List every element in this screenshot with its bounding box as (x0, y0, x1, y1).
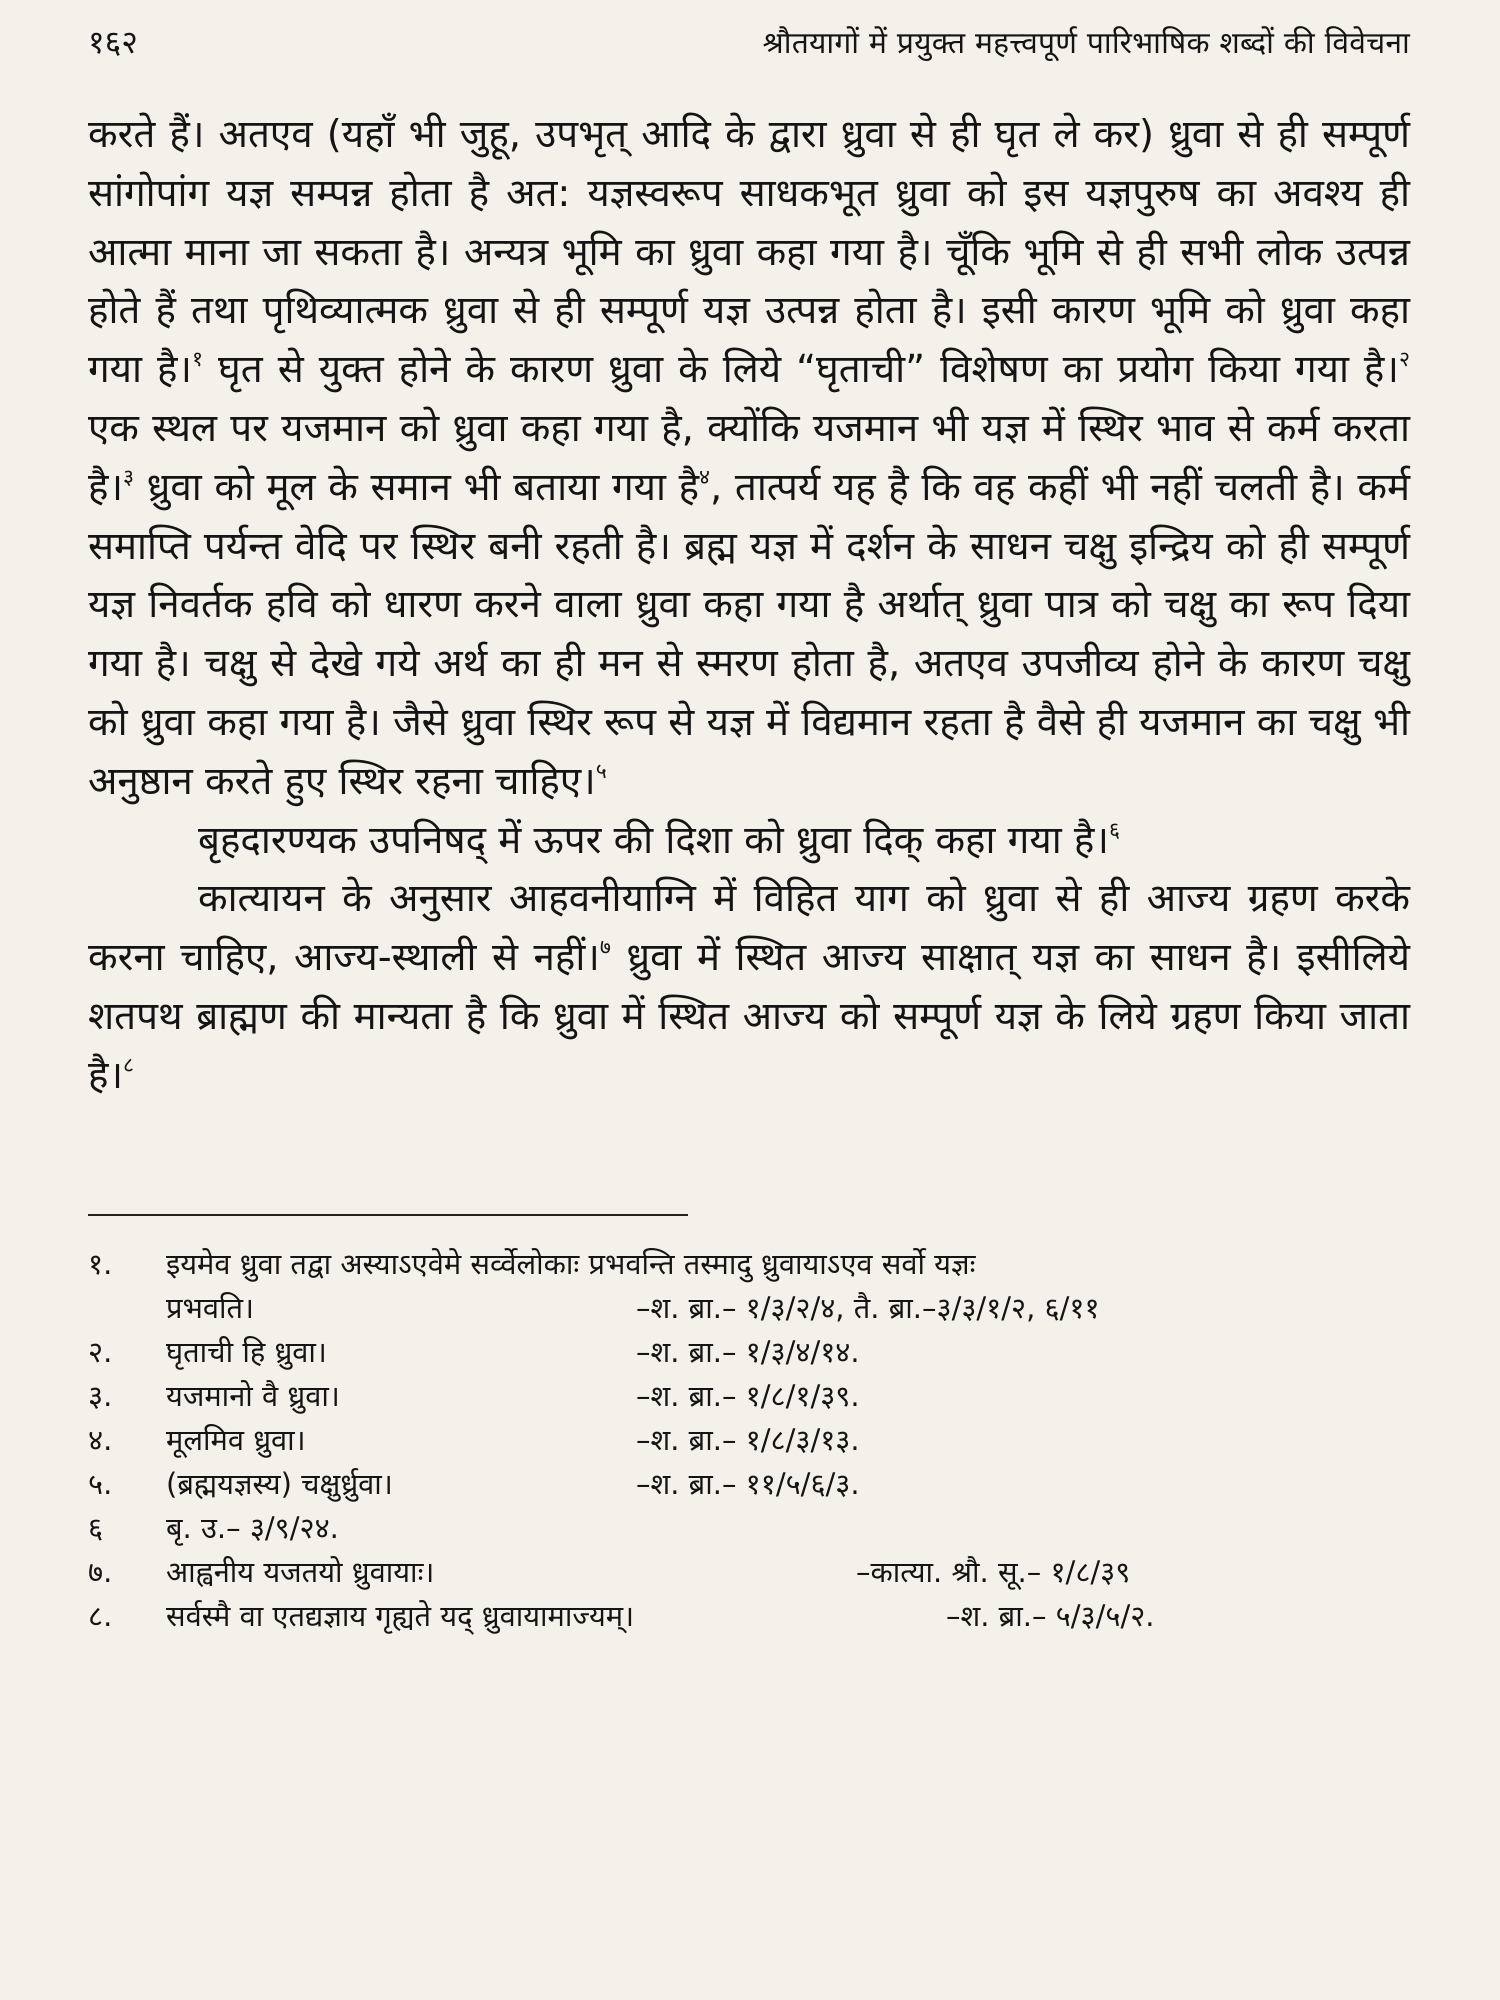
footnote-text: (ब्रह्मयज्ञस्य) चक्षुर्ध्रुवा। (166, 1466, 393, 1501)
footnote-ref[interactable]: ६ (1108, 816, 1120, 842)
footnote-number: १. (88, 1246, 113, 1281)
footnote-ref[interactable]: ८ (123, 1051, 135, 1077)
body-text (88, 106, 1410, 1106)
footnote-7 (88, 1550, 1410, 1594)
text-run: ध्रुवा को मूल के समान भी बताया गया है (134, 464, 700, 510)
footnote-source: –श. ब्रा.– ५/३/५/२. (946, 1598, 1155, 1633)
page-number: १६२ (88, 23, 138, 61)
footnote-divider (88, 1214, 688, 1216)
footnote-source: –कात्या. श्रौ. सू.– १/८/३९ (856, 1554, 1131, 1589)
footnote-ref[interactable]: ७ (599, 934, 611, 960)
footnote-source: –श. ब्रा.– १/३/२/४, तै. ब्रा.–३/३/१/२, ६/११ (636, 1290, 1100, 1325)
footnote-ref[interactable]: ५ (595, 757, 607, 783)
footnote-4 (88, 1418, 1410, 1462)
text-run: करते हैं। अतएव (यहाँ भी जुहू, उपभृत् आदि के द्वारा ध्रुवा से ही घृत ले कर) ध्रुवा से ही सम्पूर्ण सांगोपांग यज्ञ सम्पन्न होता है अत: यज्ञस्वरूप साधकभूत ध्रुवा को इस यज्ञपुरुष का अवश्य ही आत्मा माना जा सकता है। अन्यत्र भूमि का ध्रुवा कहा गया है। चूँकि भूमि से ही सभी लोक उत्पन्न होते हैं तथा पृथिव्यात्मक ध्रुवा से ही सम्पूर्ण यज्ञ उत्पन्न होता है। इसी कारण भूमि को ध्रुवा कहा गया है। (88, 112, 1410, 393)
footnote-source: –श. ब्रा.– ११/५/६/३. (636, 1466, 860, 1501)
footnote-number: २. (88, 1334, 113, 1369)
footnote-number: ३. (88, 1378, 113, 1413)
footnote-ref[interactable]: १ (192, 346, 204, 372)
footnote-source: –श. ब्रा.– १/८/१/३९. (636, 1378, 860, 1413)
footnote-text: यजमानो वै ध्रुवा। (166, 1378, 340, 1413)
footnote-ref[interactable]: ४ (699, 463, 711, 489)
footnote-5 (88, 1462, 1410, 1506)
footnote-number: ५. (88, 1466, 113, 1501)
footnote-source: –श. ब्रा.– १/३/४/१४. (636, 1334, 860, 1369)
footnote-source: –श. ब्रा.– १/८/३/१३. (636, 1422, 860, 1457)
footnote-8 (88, 1594, 1410, 1638)
paragraph-3 (88, 870, 1410, 1105)
footnote-text: मूलमिव ध्रुवा। (166, 1422, 306, 1457)
text-run: घृत से युक्त होने के कारण ध्रुवा के लिये “घृताची” विशेषण का प्रयोग किया गया है। (203, 347, 1399, 393)
paragraph-2 (88, 812, 1410, 871)
text-run: एक स्थल पर यजमान को ध्रुवा कहा गया है, क्योंकि यजमान भी यज्ञ में स्थिर भाव से कर्म करता है। (88, 405, 1410, 510)
footnote-text: बृ. उ.– ३/९/२४. (166, 1510, 339, 1545)
footnote-text: इयमेव ध्रुवा तद्वा अस्याऽएवेमे सर्व्वेलोकाः प्रभवन्ति तस्मादु ध्रुवायाऽएव सर्वो यज्ञः (166, 1246, 976, 1281)
running-title: श्रौतयागों में प्रयुक्त महत्त्वपूर्ण पारिभाषिक शब्दों की विवेचना (762, 26, 1410, 61)
text-run: ध्रुवा में स्थित आज्य साक्षात् यज्ञ का साधन है। इसीलिये शतपथ ब्राह्मण की मान्यता है कि ध्रुवा में स्थित आज्य को सम्पूर्ण यज्ञ के लिये ग्रहण किया जाता है। (88, 935, 1410, 1098)
text-run: बृहदारण्यक उपनिषद् में ऊपर की दिशा को ध्रुवा दिक् कहा गया है। (198, 817, 1109, 863)
text-run: कात्यायन के अनुसार आहवनीयाग्नि में विहित याग को ध्रुवा से ही आज्य ग्रहण करके करना चाहिए, आज्य-स्थाली से नहीं। (88, 876, 1410, 981)
footnote-2 (88, 1330, 1410, 1374)
footnote-text: घृताची हि ध्रुवा। (166, 1334, 327, 1369)
footnote-number: ४. (88, 1422, 113, 1457)
footnote-ref[interactable]: २ (1398, 346, 1410, 372)
footnote-number: ६ (88, 1510, 104, 1545)
footnote-1 (88, 1242, 1410, 1330)
footnote-text: आह्वनीय यजतयो ध्रुवायाः। (166, 1554, 435, 1589)
footnote-text-continued: प्रभवति। (166, 1290, 255, 1325)
page-header (88, 20, 1410, 76)
footnote-text: सर्वस्मै वा एतद्यज्ञाय गृह्यते यद् ध्रुवायामाज्यम्। (166, 1598, 635, 1633)
footnote-number: ८. (88, 1598, 113, 1633)
footnote-6 (88, 1506, 1410, 1550)
footnote-3 (88, 1374, 1410, 1418)
text-run: , तात्पर्य यह है कि वह कहीं भी नहीं चलती है। कर्म समाप्ति पर्यन्त वेदि पर स्थिर बनी रहती है। ब्रह्म यज्ञ में दर्शन के साधन चक्षु इन्द्रिय को ही सम्पूर्ण यज्ञ निवर्तक हवि को धारण करने वाला ध्रुवा कहा गया है अर्थात् ध्रुवा पात्र को चक्षु का रूप दिया गया है। चक्षु से देखे गये अर्थ का ही मन से स्मरण होता है, अतएव उपजीव्य होने के कारण चक्षु को ध्रुवा कहा गया है। जैसे ध्रुवा स्थिर रूप से यज्ञ में विद्यमान रहता है वैसे ही यजमान का चक्षु भी अनुष्ठान करते हुए स्थिर रहना चाहिए। (88, 464, 1410, 804)
footnote-number: ७. (88, 1554, 113, 1589)
paragraph-1 (88, 106, 1410, 812)
footnotes (88, 1242, 1410, 1638)
footnote-ref[interactable]: ३ (123, 463, 135, 489)
